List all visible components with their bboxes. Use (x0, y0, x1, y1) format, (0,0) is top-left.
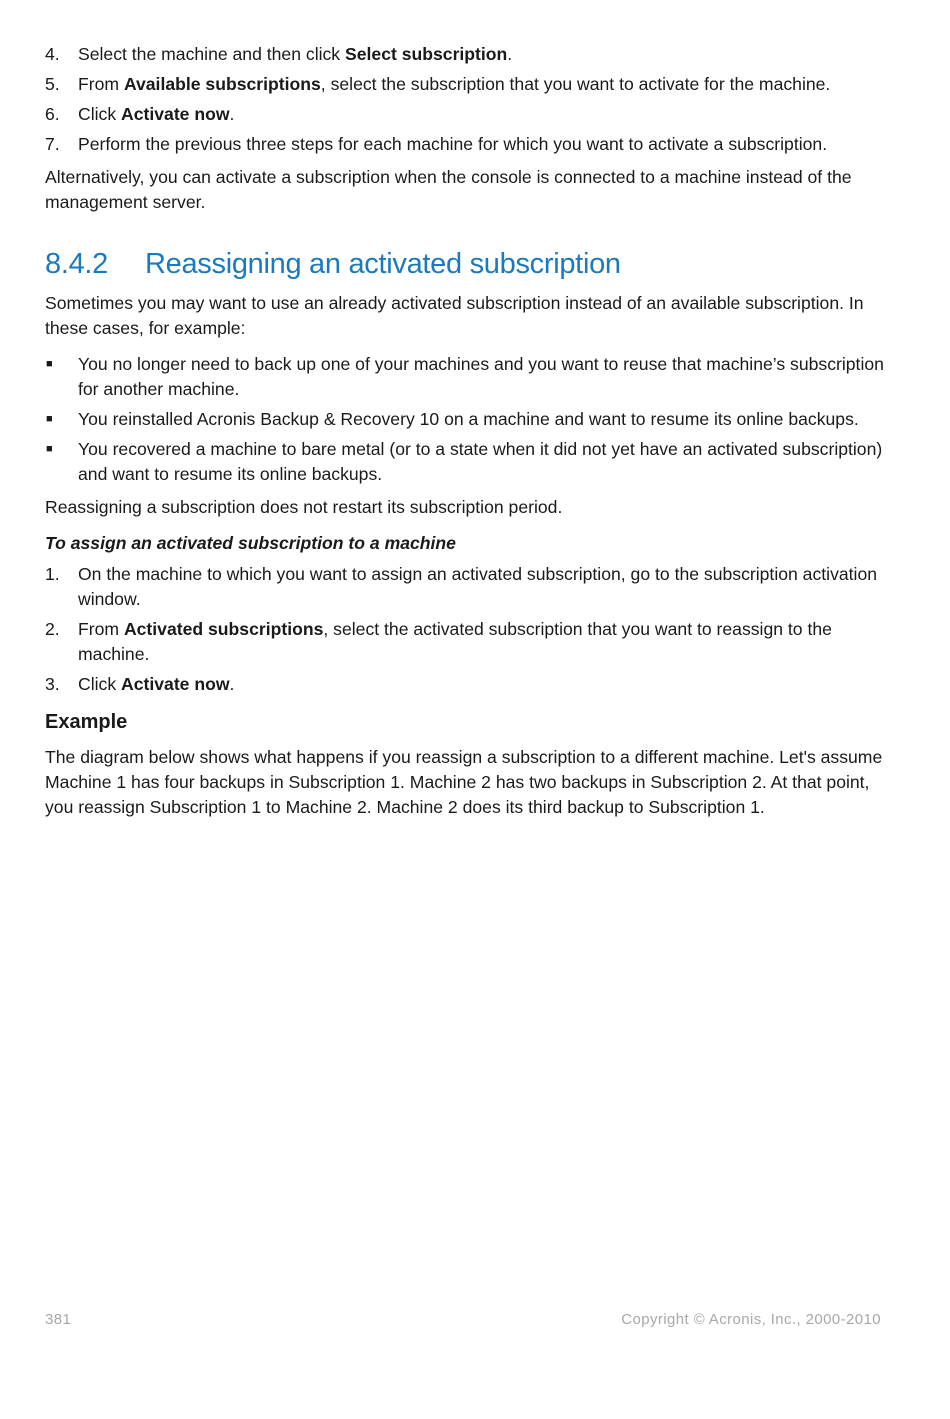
reassign-note: Reassigning a subscription does not restart its subscription period. (45, 497, 563, 517)
list-item (45, 72, 895, 97)
step-text-end: , select the subscription that you want to activate for the machine. (320, 74, 831, 94)
step-number: 6. (45, 104, 60, 124)
step-number: 3. (45, 674, 60, 694)
section-number: 8.4.2 (45, 248, 108, 280)
bullet-text: You reinstalled Acronis Backup & Recovery 10 on a machine and want to resume its online backups. (78, 409, 859, 429)
intro-paragraph: Sometimes you may want to use an already activated subscription instead of an available subscription. In these cases, for example: (45, 293, 864, 338)
step-bold-term: Activate now (121, 674, 230, 694)
list-item (45, 352, 895, 402)
list-item (45, 437, 895, 487)
bullet-icon: ■ (46, 358, 53, 370)
step-number: 4. (45, 44, 60, 64)
step-bold-term: Available subscriptions (123, 74, 321, 94)
bullet-icon: ■ (46, 413, 53, 425)
step-number: 1. (45, 564, 60, 584)
use-case-bullet-list (45, 352, 895, 487)
step-text-end: , select the activated subscription that you want to reassign to the machine. (78, 619, 832, 664)
copyright-notice: Copyright © Acronis, Inc., 2000-2010 (621, 1311, 881, 1328)
list-item (45, 102, 895, 127)
step-bold-term: Select subscription (345, 44, 508, 64)
step-text-end: . (507, 44, 513, 64)
step-text: Click (78, 674, 122, 694)
bullet-icon: ■ (46, 443, 53, 455)
step-text: From (78, 619, 124, 639)
document-page (45, 42, 895, 831)
step-text: On the machine to which you want to assign an activated subscription, go to the subscription activation window. (78, 564, 878, 609)
step-text: Click (78, 104, 122, 124)
list-item (45, 672, 895, 697)
list-item (45, 617, 895, 667)
section-title: Reassigning an activated subscription (145, 248, 621, 280)
page-number: 381 (45, 1311, 72, 1328)
example-paragraph: The diagram below shows what happens if you reassign a subscription to a different machine. Let's assume Machine 1 has four backups in Subscription 1. Machine 2 has two backups in Subscription 2. At that point, you reassign Subscription 1 to Machine 2. Machine 2 does its third backup to Subscription 1. (45, 747, 883, 817)
bullet-text: You no longer need to back up one of your machines and you want to reuse that machine’s subscription for another machine. (78, 354, 884, 399)
step-bold-term: Activate now (121, 104, 230, 124)
step-number: 5. (45, 74, 60, 94)
step-text: From (78, 74, 124, 94)
top-steps-list (45, 42, 895, 157)
procedure-steps-list (45, 562, 895, 697)
step-number: 7. (45, 134, 60, 154)
procedure-title: To assign an activated subscription to a machine (45, 533, 456, 553)
step-text-end: . (229, 104, 235, 124)
bullet-text: You recovered a machine to bare metal (or to a state when it did not yet have an activated subscription) and want to resume its online backups. (78, 439, 883, 484)
step-text: Select the machine and then click (78, 44, 345, 64)
list-item (45, 42, 895, 67)
alternative-paragraph: Alternatively, you can activate a subscription when the console is connected to a machine instead of the management server. (45, 167, 852, 212)
step-text: Perform the previous three steps for each machine for which you want to activate a subscription. (78, 134, 828, 154)
step-text-end: . (229, 674, 235, 694)
step-bold-term: Activated subscriptions (123, 619, 324, 639)
list-item (45, 407, 895, 432)
section-heading (45, 247, 895, 281)
list-item (45, 132, 895, 157)
example-heading: Example (45, 711, 128, 733)
list-item (45, 562, 895, 612)
step-number: 2. (45, 619, 60, 639)
